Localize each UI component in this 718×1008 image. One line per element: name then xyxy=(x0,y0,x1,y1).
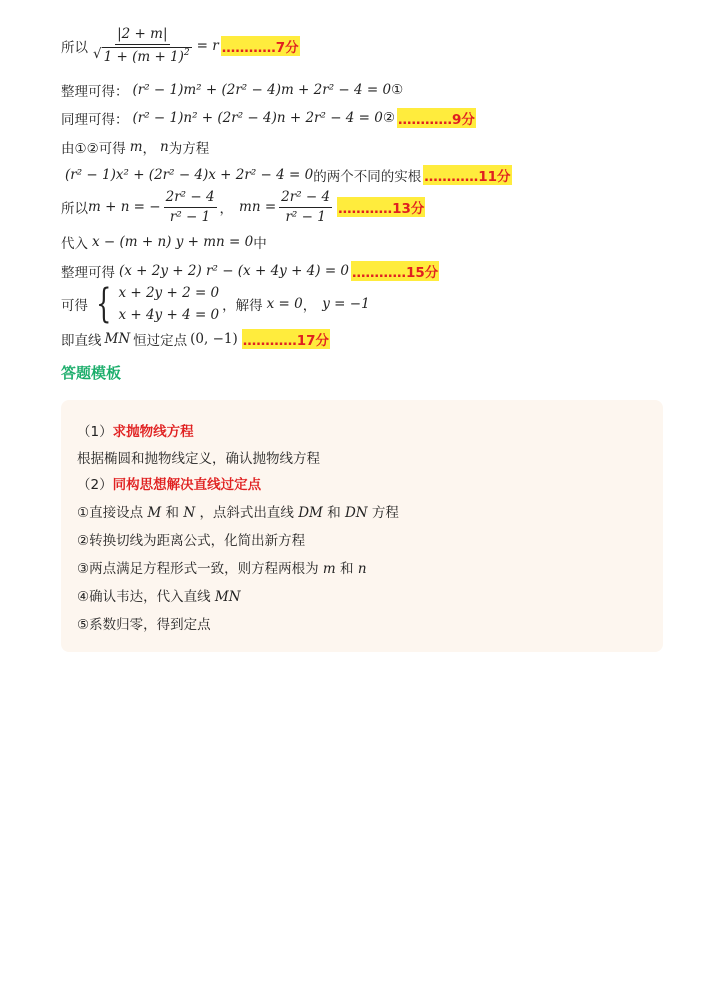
point-M: M xyxy=(147,505,162,521)
part-2-title xyxy=(77,473,261,493)
equation-number: ② xyxy=(382,110,395,126)
solution-line-8 xyxy=(61,261,439,281)
equation-system xyxy=(91,281,220,327)
score-badge: …………11分 xyxy=(423,165,511,185)
step-text: ③两点满足方程形式一致，则方程两根为 xyxy=(77,561,319,577)
fraction-denominator xyxy=(91,45,194,65)
equation-rhs: = r xyxy=(196,37,219,54)
score-badge: …………17分 xyxy=(242,329,330,349)
system-equation-2: x + 4y + 4 = 0 xyxy=(118,307,220,323)
step-text: 和 xyxy=(327,505,341,521)
brace-icon: { xyxy=(96,281,112,327)
separator: ， xyxy=(219,201,234,218)
solution-line-5 xyxy=(61,165,512,185)
line-text: 为方程 xyxy=(168,141,210,157)
fraction-numerator: |2 + m| xyxy=(115,27,169,45)
line-DN: DN xyxy=(344,505,368,521)
step-text: 和 xyxy=(340,561,354,577)
line-DM: DM xyxy=(298,505,323,521)
line-text: ，解得 xyxy=(222,298,263,314)
step-text: ，点斜式出直线 xyxy=(199,505,294,521)
step-2: ②转换切线为距离公式，化简出新方程 xyxy=(77,533,306,549)
line-prefix: 所以 xyxy=(61,39,88,56)
solution-line-10 xyxy=(61,329,330,349)
part-title: 求抛物线方程 xyxy=(112,424,194,440)
line-prefix: 所以 xyxy=(61,201,88,218)
step-4 xyxy=(77,585,241,605)
fraction-numerator: 2r² − 4 xyxy=(164,190,217,208)
score-badge: …………9分 xyxy=(397,108,476,128)
line-prefix: 同理可得： xyxy=(61,112,129,128)
var-m: m xyxy=(129,139,143,155)
part-1-title xyxy=(77,420,194,440)
product-fraction xyxy=(279,190,332,225)
system-equation-1: x + 2y + 2 = 0 xyxy=(118,285,220,301)
sum-lhs: m + n = − xyxy=(88,199,161,216)
solution-line-3 xyxy=(61,108,476,128)
solution-line-7 xyxy=(61,232,267,252)
score-badge: …………15分 xyxy=(351,261,439,281)
equation: (r² − 1)m² + (2r² − 4)m + 2r² − 4 = 0 xyxy=(132,82,392,98)
fraction-denominator: r² − 1 xyxy=(285,208,326,225)
step-text: ④确认韦达，代入直线 xyxy=(77,589,211,605)
line-text: 由①②可得 xyxy=(61,141,126,157)
solution-line-4 xyxy=(61,137,209,157)
step-3 xyxy=(77,557,367,577)
line-prefix: 代入 xyxy=(61,236,88,252)
solution-x: x = 0 xyxy=(266,296,303,312)
equation: (r² − 1)x² + (2r² − 4)x + 2r² − 4 = 0 xyxy=(65,167,314,183)
fraction-denominator: r² − 1 xyxy=(169,208,211,225)
line-prefix: 整理可得 xyxy=(61,265,115,281)
solution-line-6 xyxy=(61,190,425,225)
radicand: 1 + (m + 1) xyxy=(103,48,184,65)
sqrt-icon: √ xyxy=(93,45,102,62)
step-text: ①直接设点 xyxy=(77,505,144,521)
fraction-numerator: 2r² − 4 xyxy=(279,190,332,208)
line-MN: MN xyxy=(214,589,241,605)
distance-fraction xyxy=(91,27,194,65)
sum-fraction xyxy=(164,190,217,225)
part-number: （1） xyxy=(77,424,113,440)
fixed-point: (0, −1) xyxy=(190,331,238,347)
part-1-body: 根据椭圆和抛物线定义，确认抛物线方程 xyxy=(77,451,320,467)
var-m: m xyxy=(322,561,336,577)
equation: (x + 2y + 2) r² − (x + 4y + 4) = 0 xyxy=(119,263,350,279)
radicand-exponent: 2 xyxy=(183,47,190,58)
line-suffix: 中 xyxy=(253,236,267,252)
step-text: 方程 xyxy=(371,505,399,521)
answer-template-box xyxy=(61,400,663,652)
line-prefix: 即直线 xyxy=(61,333,102,349)
solution-line-9 xyxy=(61,281,370,327)
solution-line-1 xyxy=(61,27,300,65)
equation: (r² − 1)n² + (2r² − 4)n + 2r² − 4 = 0 xyxy=(132,110,383,126)
product-lhs: mn = xyxy=(239,199,277,216)
score-badge: …………7分 xyxy=(221,36,300,56)
step-text: 和 xyxy=(165,505,180,521)
step-1 xyxy=(77,501,399,521)
var-n: n xyxy=(160,139,169,155)
point-N: N xyxy=(183,505,196,521)
line-text: 的两个不同的实根 xyxy=(313,169,422,185)
solution-line-2 xyxy=(61,80,403,100)
equation: x − (m + n) y + mn = 0 xyxy=(92,234,254,250)
sqrt-expression xyxy=(93,47,192,65)
separator: ， xyxy=(302,298,317,314)
section-heading: 答题模板 xyxy=(61,364,122,382)
equation-number: ① xyxy=(391,82,404,98)
line-name: MN xyxy=(104,331,131,347)
part-title: 同构思想解决直线过定点 xyxy=(112,477,262,493)
line-prefix: 可得 xyxy=(61,298,88,314)
step-5: ⑤系数归零，得到定点 xyxy=(77,617,211,633)
part-number: （2） xyxy=(77,477,113,493)
line-prefix: 整理可得： xyxy=(61,84,129,100)
solution-y: y = −1 xyxy=(322,296,370,312)
line-text: 恒过定点 xyxy=(133,333,188,349)
separator: ， xyxy=(142,141,157,157)
var-n: n xyxy=(357,561,367,577)
score-badge: …………13分 xyxy=(337,197,425,217)
